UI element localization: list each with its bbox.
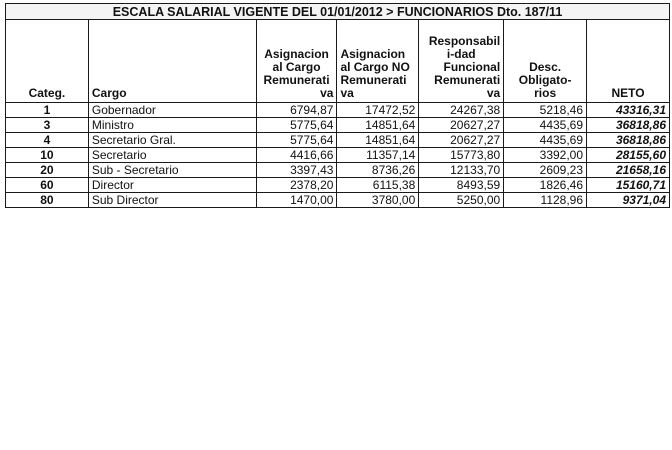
cell-categ: 1 bbox=[6, 103, 89, 118]
cell-asig-rem: 1470,00 bbox=[256, 193, 337, 208]
header-asig-norem-line: al Cargo NO bbox=[340, 60, 410, 74]
cell-cargo: Secretario bbox=[88, 148, 256, 163]
cell-asig-norem: 3780,00 bbox=[337, 193, 419, 208]
cell-resp: 20627,27 bbox=[419, 118, 504, 133]
cell-categ: 10 bbox=[6, 148, 89, 163]
salary-scale-sheet bbox=[5, 3, 670, 208]
cell-neto: 28155,60 bbox=[587, 148, 670, 163]
header-asig-norem bbox=[337, 20, 419, 103]
cell-cargo: Director bbox=[88, 178, 256, 193]
cell-neto: 36818,86 bbox=[587, 133, 670, 148]
header-asig-norem-line: Remunerati bbox=[340, 73, 407, 87]
cell-asig-norem: 6115,38 bbox=[337, 178, 419, 193]
cell-desc: 5218,46 bbox=[504, 103, 587, 118]
cell-desc: 1128,96 bbox=[504, 193, 587, 208]
cell-categ: 60 bbox=[6, 178, 89, 193]
cell-cargo: Ministro bbox=[88, 118, 256, 133]
header-desc-line: Desc. bbox=[529, 60, 562, 74]
header-asig-norem-line: Asignacion bbox=[340, 47, 406, 61]
cell-categ: 20 bbox=[6, 163, 89, 178]
cell-neto: 36818,86 bbox=[587, 118, 670, 133]
cell-asig-norem: 8736,26 bbox=[337, 163, 419, 178]
cell-cargo: Sub - Secretario bbox=[88, 163, 256, 178]
cell-desc: 4435,69 bbox=[504, 118, 587, 133]
table-row bbox=[6, 148, 670, 163]
cell-resp: 20627,27 bbox=[419, 133, 504, 148]
header-desc-line: Obligato- bbox=[518, 73, 572, 87]
header-asig-rem bbox=[256, 20, 337, 103]
header-resp bbox=[419, 20, 504, 103]
table-row bbox=[6, 133, 670, 148]
cell-asig-norem: 17472,52 bbox=[337, 103, 419, 118]
cell-asig-rem: 3397,43 bbox=[256, 163, 337, 178]
header-resp-line: i-dad bbox=[446, 47, 476, 61]
table-row bbox=[6, 193, 670, 208]
cell-categ: 80 bbox=[6, 193, 89, 208]
cell-asig-norem: 11357,14 bbox=[337, 148, 419, 163]
cell-resp: 15773,80 bbox=[419, 148, 504, 163]
table-row bbox=[6, 163, 670, 178]
cell-asig-rem: 4416,66 bbox=[256, 148, 337, 163]
table-row bbox=[6, 103, 670, 118]
cell-categ: 3 bbox=[6, 118, 89, 133]
salary-table bbox=[5, 3, 670, 208]
header-categ: Categ. bbox=[6, 20, 89, 103]
table-row bbox=[6, 118, 670, 133]
header-asig-norem-line: va bbox=[340, 86, 354, 100]
table-title: ESCALA SALARIAL VIGENTE DEL 01/01/2012 > FUNCIONARIOS Dto. 187/11 bbox=[6, 4, 670, 20]
cell-resp: 5250,00 bbox=[419, 193, 504, 208]
cell-desc: 1826,46 bbox=[504, 178, 587, 193]
header-desc bbox=[504, 20, 587, 103]
header-resp-line: Remunerati bbox=[434, 73, 501, 87]
table-row bbox=[6, 178, 670, 193]
header-resp-line: va bbox=[486, 86, 501, 100]
header-neto: NETO bbox=[587, 20, 670, 103]
cell-desc: 3392,00 bbox=[504, 148, 587, 163]
cell-neto: 43316,31 bbox=[587, 103, 670, 118]
header-asig-rem-line: Remunerati bbox=[263, 73, 330, 87]
header-cargo: Cargo bbox=[88, 20, 256, 103]
cell-asig-rem: 2378,20 bbox=[256, 178, 337, 193]
header-resp-line: Responsabil bbox=[428, 34, 501, 48]
cell-asig-rem: 6794,87 bbox=[256, 103, 337, 118]
cell-neto: 21658,16 bbox=[587, 163, 670, 178]
cell-cargo: Gobernador bbox=[88, 103, 256, 118]
header-asig-rem-line: Asignacion bbox=[264, 47, 329, 61]
cell-asig-rem: 5775,64 bbox=[256, 133, 337, 148]
header-resp-line: Funcional bbox=[443, 60, 501, 74]
cell-desc: 4435,69 bbox=[504, 133, 587, 148]
cell-neto: 15160,71 bbox=[587, 178, 670, 193]
cell-cargo: Secretario Gral. bbox=[88, 133, 256, 148]
header-asig-rem-line: al Cargo bbox=[272, 60, 321, 74]
cell-resp: 8493,59 bbox=[419, 178, 504, 193]
header-asig-rem-line: va bbox=[320, 86, 334, 100]
cell-asig-norem: 14851,64 bbox=[337, 133, 419, 148]
cell-asig-norem: 14851,64 bbox=[337, 118, 419, 133]
cell-asig-rem: 5775,64 bbox=[256, 118, 337, 133]
cell-resp: 12133,70 bbox=[419, 163, 504, 178]
cell-resp: 24267,38 bbox=[419, 103, 504, 118]
header-desc-line: rios bbox=[534, 86, 557, 100]
cell-desc: 2609,23 bbox=[504, 163, 587, 178]
cell-neto: 9371,04 bbox=[587, 193, 670, 208]
cell-cargo: Sub Director bbox=[88, 193, 256, 208]
cell-categ: 4 bbox=[6, 133, 89, 148]
